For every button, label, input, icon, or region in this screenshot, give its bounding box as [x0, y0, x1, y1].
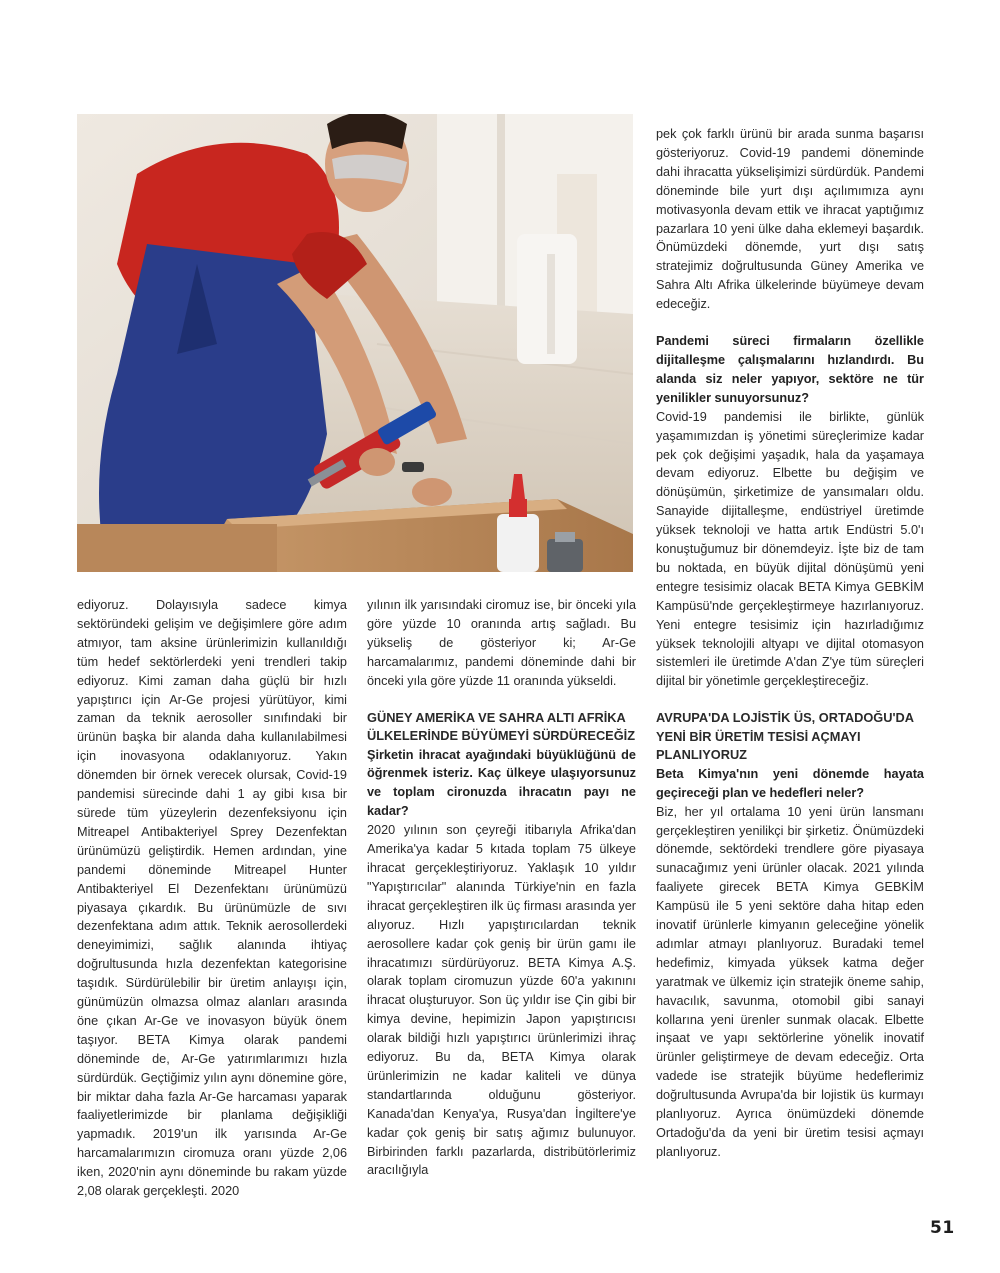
- article-photo: [77, 114, 633, 572]
- interview-question: Şirketin ihracat ayağındaki büyüklüğünü de öğrenmek isteriz. Kaç ülkeye ulaşıyorsunuz ve toplam cironuzda ihracatın payı ne kadar?: [367, 747, 636, 819]
- paragraph: ediyoruz. Dolayısıyla sadece kimya sektöründeki gelişim ve değişimlere göre adım atmıyor, tam aksine ürünlerimizin kullanıldığı tüm hedef sektörlerdeki yeni trendleri takip ediyoruz. Kimi zaman daha güçlü bir hızlı yapıştırıcı için Ar-Ge projesi yürütüyor, kimi zaman da teknik aerosoller sınıfındaki bir ürünün başka bir alanda daha kullanılabilmesi için inovasyona odaklanıyoruz. Yakın dönemden bir örnek verecek olursak, Covid-19 pandemisi sürecinde dahi 1 ay gibi kısa bir sürede tüm yüzeylerin dezenfeksiyonu için Mitreapel Antibakteriyel Sprey Dezenfektan ürünümüzü geliştirdik. Hemen ardından, yine pandemi döneminde Mitreapel Hunter Antibakteriyel El Dezenfektanı ürünümüzü piyasaya çıkardık. Bu ürünümüzle de sıvı dezenfektana adım attık. Teknik aerosollerdeki deneyimimizi, sağlık alanında ihtiyaç doğrultusunda hızla dezenfektan kategorisine taşıdık. Sürdürülebilir bir üretim anlayışı için, günümüzün olmazsa olmaz alanları arasında öne çıkan Ar-Ge ve inovasyon büyük önem taşıyor. BETA Kimya olarak pandemi döneminde de, Ar-Ge yatırımlarımızı hızla sürdürdük. Geçtiğimiz yılın aynı dönemine göre, bir miktar daha fazla Ar-Ge harcaması yaparak faaliyetlerimizde bir planlama değişikliği yapmadık. 2019'un ilk yarısında Ar-Ge harcamalarımızın ciromuza oranı yüzde 2,06 iken, 2020'nin aynı döneminde bu rakam yüzde 2,08 olarak gerçekleşti. 2020: [77, 598, 347, 1199]
- interview-answer: Biz, her yıl ortalama 10 yeni ürün lansmanı gerçekleştiren yenilikçi bir şirketiz. Önümüzdeki dönemde, sektördeki trendlere göre piyasaya sunacağımız yeni ürünler olacak. 2021 yılında faaliyete girecek BETA Kimya GEBKİM Kampüsü ile 5 yeni sektöre daha hitap eden inovatif ürünlerle kimyanın geleceğine yönelik adımlar atmayı planlıyoruz. Buradaki temel hedefimiz, kimyada yüksek katma değer yaratmak ve ülkemiz için stratejik öneme sahip, havacılık, savunma, otomobil gibi sanayi kollarına yeni ürenler sunmak olacak. Elbette inşaat ve yapı sektörlerine yönelik inovatif ürünler geliştirmeye de devam edeceğiz. Orta vadede ise stratejik büyüme hedeflerimiz doğrultusunda Avrupa'da bir lojistik üs kurmayı planlıyoruz. Ayrıca önümüzdeki dönemde Ortadoğu'da da yeni bir üretim tesisi açmayı planlıyoruz.: [656, 804, 924, 1159]
- page-number: 51: [930, 1218, 955, 1238]
- interview-question: Beta Kimya'nın yeni dönemde hayata geçireceği plan ve hedefleri neler?: [656, 766, 924, 800]
- article-column-1: [77, 596, 347, 1201]
- paragraph: yılının ilk yarısındaki ciromuz ise, bir önceki yıla göre yüzde 10 oranında artış sağladı. Bu yükseliş de gösteriyor ki; Ar-Ge harcamalarımız, pandemi döneminde dahi bir önceki yıla göre yüzde 11 oranında yükseldi.: [367, 598, 636, 688]
- interview-answer: Covid-19 pandemisi ile birlikte, günlük yaşamımızdan iş yönetimi süreçlerimize kadar pek çok değişimi yaşadık, hala da yaşamaya devam ediyoruz. Elbette bu değişim ve dönüşümün, şirketimize de yansımaları oldu. Sanayide dijitalleşme, endüstriyel üretimde yüksek teknoloji ve hatta artık Endüstri 5.0'ı konuştuğumuz bir dönemdeyiz. İşte biz de tam bu noktada, en büyük dijital dönüşümü yeni entegre tesisimiz olacak BETA Kimya GEBKİM Kampüsü'nde gerçekleştirmeye hazırlanıyoruz. Yeni entegre tesisimiz için hazırladığımız yüksek teknolojili altyapı ve dijital otomasyon sistemleri ile üretimde A'dan Z'ye tüm süreçleri dijital bir yönetimle gerçekleştireceğiz.: [656, 409, 924, 689]
- section-heading: GÜNEY AMERİKA VE SAHRA ALTI AFRİKA ÜLKELERİNDE BÜYÜMEYİ SÜRDÜRECEĞİZ: [367, 709, 636, 744]
- article-column-3: [656, 125, 924, 1162]
- interview-answer: 2020 yılının son çeyreği itibarıyla Afrika'dan Amerika'ya kadar 5 kıtada toplam 75 ülkeye ihracat gerçekleştiriyoruz. Yaklaşık 10 yıldır "Yapıştırıcılar" alanında Türkiye'nin en fazla ihracat gerçekleştiren ilk üç firması arasında yer alıyoruz. Hızlı yapıştırıcılardan teknik aerosollere kadar çok geniş bir ürün gamı ile ihracatımızı sürdürüyoruz. BETA Kimya A.Ş. olarak toplam ciromuzun yüzde 60'a yakınını ihracat oluşturuyor. Son üç yıldır ise Çin gibi bir kimya devine, hepimizin Japon yapıştırıcısı olarak bildiği hızlı yapıştırıcı ürünlerimizi ihraç ediyoruz. Bu da, BETA Kimya olarak ürünlerimizin ne kadar kaliteli ve dünya standartlarında olduğunu gösteriyor. Kanada'dan Kenya'ya, Rusya'dan İngiltere'ye kadar çok geniş bir satış ağımız bulunuyor. Birbirinden farklı pazarlarda, distribütörlerimiz aracılığıyla: [367, 823, 636, 1178]
- section-heading: AVRUPA'DA LOJİSTİK ÜS, ORTADOĞU'DA YENİ BİR ÜRETİM TESİSİ AÇMAYI PLANLIYORUZ: [656, 710, 914, 763]
- worker-applying-silicone-photo: [77, 114, 633, 572]
- paragraph: pek çok farklı ürünü bir arada sunma başarısı gösteriyoruz. Covid-19 pandemi döneminde dahi ihracatta yükselişimizi sürdürdük. Pandemi döneminde bile yurt dışı açılımımıza aynı motivasyonla devam ettik ve ihracat yaptığımız pazarlara 10 yeni ülke daha eklemeyi başardık. Önümüzdeki dönemde, yurt dışı satış stratejimiz doğrultusunda Güney Amerika ve Sahra Altı Afrika ülkelerinde büyümeye devam edeceğiz.: [656, 127, 924, 312]
- interview-question: Pandemi süreci firmaların özellikle dijitalleşme çalışmalarını hızlandırdı. Bu alanda siz neler yapıyor, sektöre ne tür yenilikler sunuyorsunuz?: [656, 334, 924, 405]
- article-column-2: [367, 596, 636, 1180]
